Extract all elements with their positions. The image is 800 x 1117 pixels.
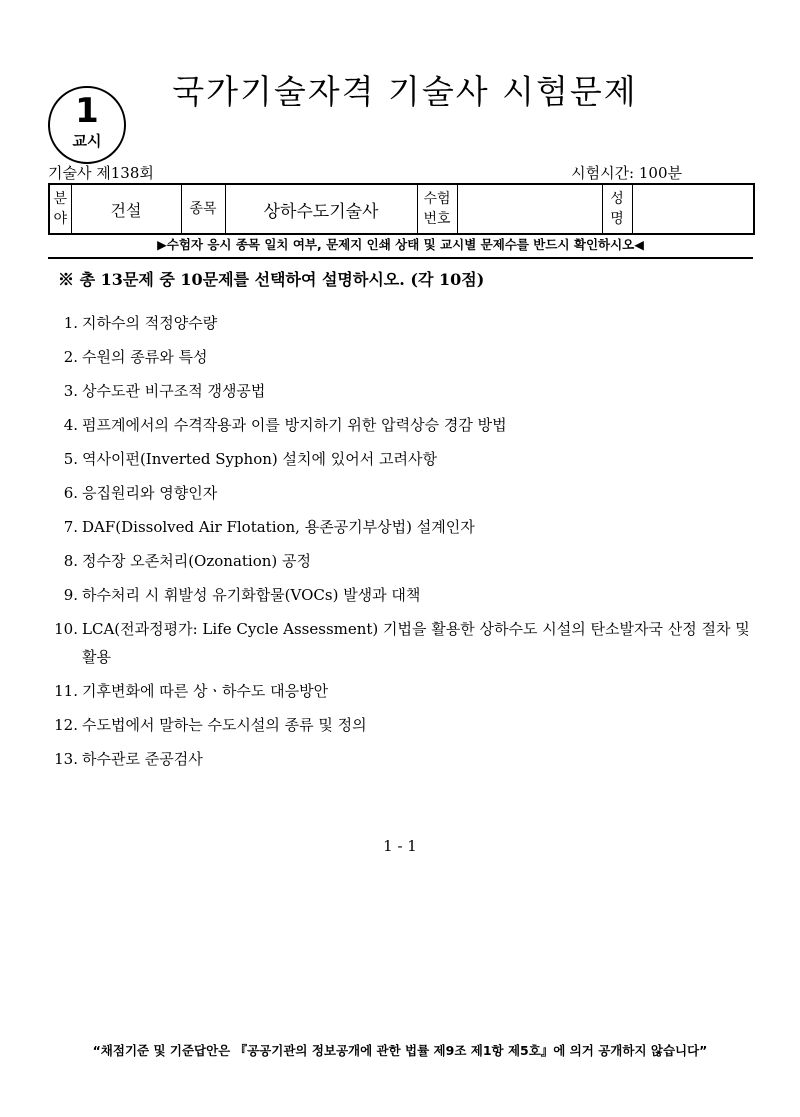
question-text: 응집원리와 영향인자 (82, 484, 218, 502)
question-number: 11. (54, 682, 78, 700)
divider (48, 257, 753, 259)
exam-notice: ▶수험자 응시 종목 일치 여부, 문제지 인쇄 상태 및 교시별 문제수를 반드시 확인하시오◀ (157, 237, 644, 252)
disclosure-notice: “채점기준 및 기준답안은 『공공기관의 정보공개에 관한 법률 제9조 제1항 제5호』에 의거 공개하지 않습니다” (92, 1043, 708, 1058)
question-item (48, 479, 760, 507)
question-item (48, 711, 760, 739)
question-number: 4. (63, 416, 78, 434)
question-number: 2. (63, 348, 78, 366)
question-number: 7. (63, 518, 78, 536)
question-text: 지하수의 적정양수량 (82, 314, 218, 332)
type-label: 종목 (181, 184, 225, 234)
question-item (48, 377, 760, 405)
question-item (48, 513, 760, 541)
instruction: ※ 총 13문제 중 10문제를 선택하여 설명하시오. (각 10점) (58, 270, 485, 289)
question-item (48, 547, 760, 575)
question-number: 8. (63, 552, 78, 570)
question-list (48, 309, 760, 779)
page-number: 1 - 1 (383, 837, 417, 855)
question-number: 10. (54, 620, 78, 638)
question-number: 9. (63, 586, 78, 604)
question-text: 상수도관 비구조적 갱생공법 (82, 382, 266, 400)
question-item (48, 745, 760, 773)
question-text: 하수처리 시 휘발성 유기화합물(VOCs) 발생과 대책 (82, 586, 421, 604)
question-item (48, 445, 760, 473)
question-number: 13. (54, 750, 78, 768)
question-number: 5. (63, 450, 78, 468)
question-item (48, 615, 760, 671)
question-text: 수도법에서 말하는 수도시설의 종류 및 정의 (82, 716, 367, 734)
question-number: 3. (63, 382, 78, 400)
question-text: 정수장 오존처리(Ozonation) 공정 (82, 552, 312, 570)
exam-round: 기술사 제138회 (48, 164, 154, 182)
type-value: 상하수도기술사 (225, 184, 417, 234)
exam-number-label-cell (417, 184, 457, 234)
question-number: 1. (63, 314, 78, 332)
name-value[interactable] (632, 184, 754, 234)
question-item (48, 343, 760, 371)
field-label-line2: 야 (53, 211, 68, 227)
field-value: 건설 (71, 184, 181, 234)
name-label-cell (602, 184, 632, 234)
page-title: 국가기술자격 기술사 시험문제 (172, 72, 638, 111)
period-number: 1 (75, 91, 99, 131)
exam-number-label-line2: 번호 (423, 211, 451, 227)
question-text: 역사이펀(Inverted Syphon) 설치에 있어서 고려사항 (82, 450, 437, 468)
period-badge (48, 86, 126, 164)
name-label-line2: 명 (610, 211, 624, 227)
question-text: 기후변화에 따른 상ㆍ하수도 대응방안 (82, 682, 329, 700)
question-item (48, 309, 760, 337)
question-text: LCA(전과정평가: Life Cycle Assessment) 기법을 활용한 상하수도 시설의 탄소발자국 산정 절차 및 활용 (82, 620, 750, 666)
field-label-line1: 분 (53, 191, 68, 207)
exam-info-table (48, 183, 755, 235)
question-text: 수원의 종류와 특성 (82, 348, 208, 366)
question-number: 6. (63, 484, 78, 502)
exam-number-label-line1: 수험 (423, 191, 451, 207)
question-item (48, 581, 760, 609)
name-label-line1: 성 (610, 191, 624, 207)
question-text: 하수관로 준공검사 (82, 750, 203, 768)
exam-number-value[interactable] (457, 184, 602, 234)
question-item (48, 677, 760, 705)
question-item (48, 411, 760, 439)
period-label: 교시 (72, 132, 102, 150)
question-text: DAF(Dissolved Air Flotation, 용존공기부상법) 설계인자 (82, 518, 475, 536)
exam-duration: 시험시간: 100분 (571, 164, 682, 182)
field-label-cell (49, 184, 71, 234)
question-number: 12. (54, 716, 78, 734)
question-text: 펌프계에서의 수격작용과 이를 방지하기 위한 압력상승 경감 방법 (82, 416, 507, 434)
